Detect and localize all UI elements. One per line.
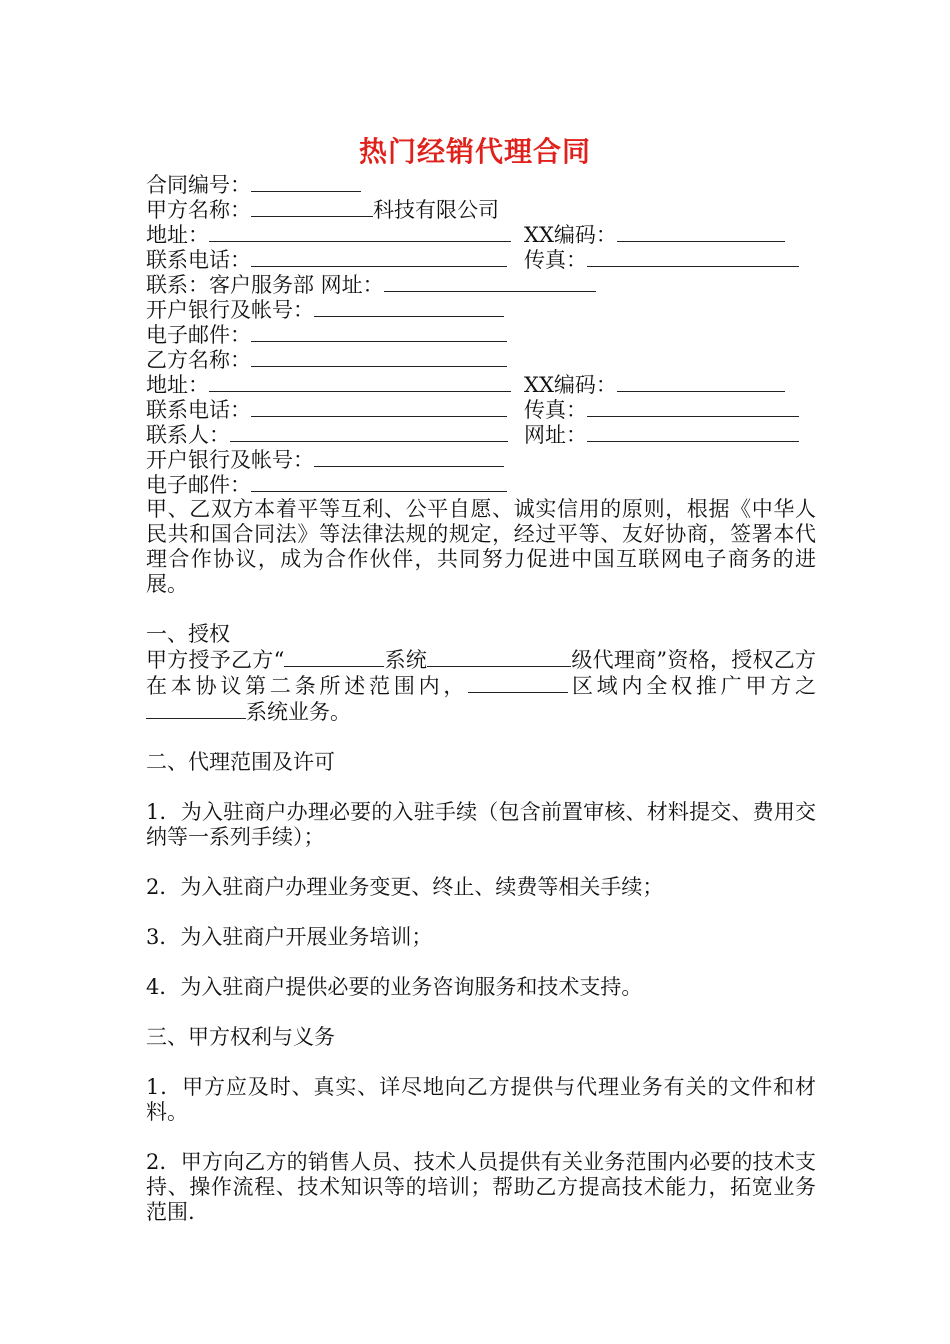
party-b-name-blank [251, 347, 507, 367]
party-a-name-blank [251, 197, 373, 217]
party-a-bank-blank [314, 297, 504, 317]
spacer [146, 775, 816, 800]
section2-item-2: 2．为入驻商户办理业务变更、终止、续费等相关手续； [146, 875, 664, 899]
spacer [146, 597, 816, 622]
party-b-postcode-label: XX编码： [524, 373, 617, 397]
section2-item-4: 4．为入驻商户提供必要的业务咨询服务和技术支持。 [146, 975, 643, 999]
party-b-postcode-blank [617, 372, 785, 392]
section1-text-2: 系统 [384, 648, 428, 672]
party-a-address-row [146, 222, 816, 247]
region-blank [468, 673, 568, 693]
party-b-website-label: 网址： [524, 423, 587, 447]
party-b-name-label: 乙方名称： [146, 348, 251, 372]
party-b-phone-label: 联系电话： [146, 398, 251, 422]
system-business-blank [146, 699, 246, 719]
party-b-website [524, 422, 799, 448]
party-b-bank-row [146, 447, 816, 472]
spacer [146, 900, 816, 925]
party-b-email-label: 电子邮件： [146, 473, 251, 497]
spacer [146, 850, 816, 875]
party-a-address-blank [209, 222, 511, 242]
party-a-bank-row [146, 297, 816, 322]
spacer [146, 1125, 816, 1150]
party-b-fax-label: 传真： [524, 398, 587, 422]
party-a-phone-blank [251, 247, 507, 267]
section1-text-1: 甲方授予乙方“ [146, 648, 285, 672]
section2-item-3: 3．为入驻商户开展业务培训； [146, 925, 433, 949]
party-b-contact-blank [230, 422, 508, 442]
document-title: 热门经销代理合同 [358, 135, 591, 168]
section1-text-4: 区域内全权推广甲方之 [568, 674, 817, 698]
section1-text-3: 级代理商”资格，授权乙方在本协议第二条所述范围内， [146, 648, 816, 698]
party-a-fax-label: 传真： [524, 248, 587, 272]
party-a-contact-label: 联系：客户服务部 网址： [146, 273, 384, 297]
section2-item-1: 1．为入驻商户办理必要的入驻手续（包含前置审核、材料提交、费用交纳等一系列手续）； [146, 800, 816, 849]
spacer [146, 1000, 816, 1025]
party-b-address-row [146, 372, 816, 397]
party-a-postcode-label: XX编码： [524, 223, 617, 247]
party-b-bank-label: 开户银行及帐号： [146, 448, 314, 472]
spacer [146, 725, 816, 750]
party-a-website-blank [384, 272, 596, 292]
document-body [146, 172, 816, 1225]
party-b-contact-label: 联系人： [146, 423, 230, 447]
section3-item-2: 2．甲方向乙方的销售人员、技术人员提供有关业务范围内必要的技术支持、操作流程、技术知识等的培训；帮助乙方提高技术能力，拓宽业务范围. [146, 1150, 816, 1224]
party-b-name-row [146, 347, 816, 372]
section1-heading: 一、授权 [146, 622, 230, 646]
party-a-name-label: 甲方名称： [146, 198, 251, 222]
party-a-fax [524, 247, 799, 273]
system-name-blank [284, 647, 384, 667]
party-b-address-label: 地址： [146, 373, 209, 397]
party-a-email-label: 电子邮件： [146, 323, 251, 347]
party-b-phone-row [146, 397, 816, 422]
spacer [146, 1050, 816, 1075]
section3-item-1: 1．甲方应及时、真实、详尽地向乙方提供与代理业务有关的文件和材料。 [146, 1075, 816, 1124]
party-a-contact-row [146, 272, 816, 297]
party-a-postcode [524, 222, 785, 248]
party-a-name-suffix: 科技有限公司 [373, 198, 499, 222]
party-b-email-row [146, 472, 816, 497]
party-b-contact-row [146, 422, 816, 447]
section1-text-5: 系统业务。 [246, 700, 351, 724]
party-a-phone-label: 联系电话： [146, 248, 251, 272]
party-b-email-blank [251, 472, 507, 492]
contract-no-blank [251, 172, 361, 192]
section1-paragraph [146, 647, 816, 725]
agent-level-blank [427, 647, 571, 667]
spacer [146, 950, 816, 975]
party-a-address-label: 地址： [146, 223, 209, 247]
party-b-postcode [524, 372, 785, 398]
party-b-address-blank [209, 372, 511, 392]
party-a-email-row [146, 322, 816, 347]
party-b-fax [524, 397, 799, 423]
party-a-email-blank [251, 322, 507, 342]
party-b-website-blank [587, 422, 799, 442]
section2-heading: 二、代理范围及许可 [146, 750, 335, 774]
party-a-postcode-blank [617, 222, 785, 242]
intro-paragraph: 甲、乙双方本着平等互利、公平自愿、诚实信用的原则，根据《中华人民共和国合同法》等法律法规的规定，经过平等、友好协商，签署本代理合作协议，成为合作伙伴，共同努力促进中国互联网电子商务的进展。 [146, 497, 816, 596]
party-b-phone-blank [251, 397, 507, 417]
party-b-bank-blank [314, 447, 504, 467]
section3-heading: 三、甲方权利与义务 [146, 1025, 335, 1049]
party-a-name-row [146, 197, 816, 222]
party-a-phone-row [146, 247, 816, 272]
party-a-fax-blank [587, 247, 799, 267]
contract-no-row [146, 172, 816, 197]
party-b-fax-blank [587, 397, 799, 417]
party-a-bank-label: 开户银行及帐号： [146, 298, 314, 322]
contract-no-label: 合同编号： [146, 173, 251, 197]
